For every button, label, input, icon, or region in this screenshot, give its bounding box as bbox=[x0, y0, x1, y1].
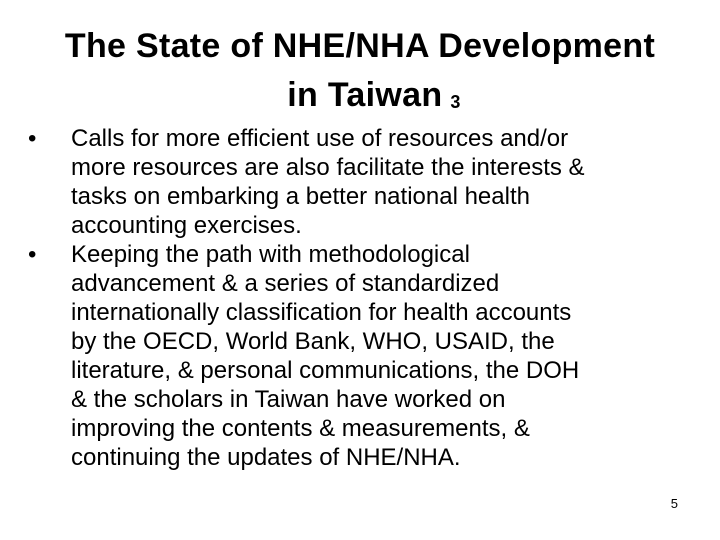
slide-title bbox=[0, 22, 720, 127]
bullet-line: Keeping the path with methodological bbox=[71, 241, 470, 268]
title-number: 3 bbox=[450, 92, 461, 112]
bullet-line: Calls for more efficient use of resources and/or bbox=[71, 125, 569, 152]
bullet-item bbox=[28, 240, 688, 472]
bullet-line: & the scholars in Taiwan have worked on bbox=[71, 386, 506, 413]
title-line-2 bbox=[0, 71, 720, 127]
title-line-1: The State of NHE/NHA Development bbox=[64, 27, 656, 65]
title-line-2-text: in Taiwan bbox=[287, 76, 443, 114]
bullet-line: tasks on embarking a better national health bbox=[71, 183, 530, 210]
bullet-icon: • bbox=[28, 125, 37, 152]
bullet-line: accounting exercises. bbox=[71, 212, 302, 239]
bullet-list bbox=[28, 124, 688, 472]
bullet-line: advancement & a series of standardized bbox=[71, 270, 500, 297]
bullet-line: continuing the updates of NHE/NHA. bbox=[71, 444, 461, 471]
bullet-item bbox=[28, 124, 688, 240]
bullet-line: more resources are also facilitate the interests & bbox=[71, 154, 585, 181]
page-number: 5 bbox=[670, 496, 678, 511]
bullet-line: internationally classification for health accounts bbox=[71, 299, 572, 326]
bullet-line: improving the contents & measurements, & bbox=[71, 415, 530, 442]
bullet-line: by the OECD, World Bank, WHO, USAID, the bbox=[71, 328, 555, 355]
bullet-icon: • bbox=[28, 241, 37, 268]
bullet-line: literature, & personal communications, the DOH bbox=[71, 357, 580, 384]
